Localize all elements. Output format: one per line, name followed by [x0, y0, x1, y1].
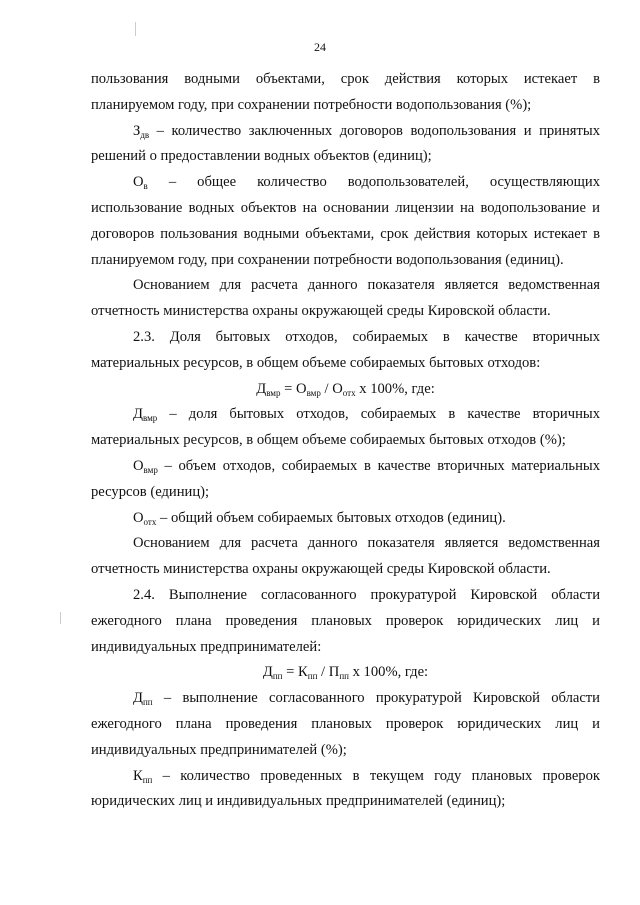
definition-text: – общее количество водопользователей, осуществляющих использование водных объектов на основании лицензии на водопользование и договоров пользования водными объектами, срок действия которых истекает в планируемом году, при сохранении потребности водопользования (единиц). [91, 174, 600, 268]
formula-d-pp [91, 660, 600, 686]
definition-text: – количество проведенных в текущем году плановых проверок юридических лиц и индивидуальных предпринимателей (единиц); [91, 767, 600, 810]
formula-denominator: О [332, 380, 343, 397]
variable-subscript: вмр [143, 464, 158, 475]
variable: Д [133, 690, 143, 707]
formula-d-vmr [91, 377, 600, 403]
definition-text: – доля бытовых отходов, собираемых в качестве вторичных материальных ресурсов, в общем объеме собираемых бытовых отходов (%); [91, 406, 600, 449]
variable-subscript: вмр [142, 413, 158, 424]
definition-text: – количество заключенных договоров водопользования и принятых решений о предоставлении водных объектов (единиц); [91, 122, 600, 165]
definition-d-vmr [91, 402, 600, 454]
formula-denominator-subscript: отх [342, 387, 356, 398]
formula-numerator-subscript: пп [307, 671, 318, 682]
definition-d-pp [91, 686, 600, 763]
definition-o-vmr [91, 454, 600, 506]
variable-subscript: дв [140, 129, 150, 140]
variable-subscript: в [143, 181, 148, 192]
variable: З [133, 122, 141, 139]
formula-equals: = [280, 380, 297, 397]
variable-subscript: пп [142, 697, 153, 708]
variable-subscript: отх [143, 516, 157, 527]
formula-numerator: К [298, 664, 308, 681]
section-2-4-heading: 2.4. Выполнение согласованного прокуратурой Кировской области ежегодного плана проведения плановых проверок юридических лиц и индивидуальных предпринимателей: [91, 586, 600, 655]
formula-lhs-subscript: пп [272, 671, 283, 682]
formula-divide: / [317, 664, 329, 681]
definition-text: – общий объем собираемых бытовых отходов (единиц). [156, 509, 506, 526]
definition-text: – выполнение согласованного прокуратурой Кировской области ежегодного плана проведения плановых проверок юридических лиц и индивидуальных предпринимателей (%); [91, 690, 600, 758]
variable: О [133, 509, 144, 526]
formula-tail: х 100%, где: [355, 380, 435, 397]
basis-paragraph: Основанием для расчета данного показателя является ведомственная отчетность министерства охраны окружающей среды Кировской области. [91, 535, 600, 578]
paragraph-continuation: пользования водными объектами, срок действия которых истекает в планируемом году, при сохранении потребности водопользования (%); [91, 71, 600, 113]
formula-tail: х 100%, где: [348, 664, 429, 681]
formula-numerator: О [296, 380, 307, 397]
page-number: 24 [314, 40, 326, 54]
definition-o-v [91, 170, 600, 273]
formula-divide: / [320, 380, 333, 397]
document-body [91, 67, 600, 815]
formula-equals: = [282, 664, 299, 681]
variable: О [133, 457, 144, 474]
basis-paragraph: Основанием для расчета данного показателя является ведомственная отчетность министерства охраны окружающей среды Кировской области. [91, 277, 600, 320]
variable-subscript: пп [142, 774, 153, 785]
variable: Д [133, 406, 143, 423]
formula-denominator-subscript: пп [339, 671, 349, 682]
formula-lhs: Д [256, 380, 267, 397]
definition-k-pp [91, 764, 600, 816]
formula-numerator-subscript: вмр [306, 387, 321, 398]
definition-o-otx [91, 506, 600, 532]
formula-lhs: Д [262, 664, 273, 681]
formula-lhs-subscript: вмр [266, 387, 281, 398]
section-2-3-heading: 2.3. Доля бытовых отходов, собираемых в качестве вторичных материальных ресурсов, в общем объеме собираемых бытовых отходов: [91, 328, 600, 371]
variable: О [133, 174, 144, 191]
definition-z-dv [91, 119, 600, 171]
formula-denominator: П [328, 664, 340, 681]
scan-edge-mark-top [135, 22, 136, 36]
definition-text: – объем отходов, собираемых в качестве вторичных материальных ресурсов (единиц); [91, 457, 600, 500]
scan-edge-mark-left [60, 612, 61, 624]
variable: К [133, 767, 143, 784]
